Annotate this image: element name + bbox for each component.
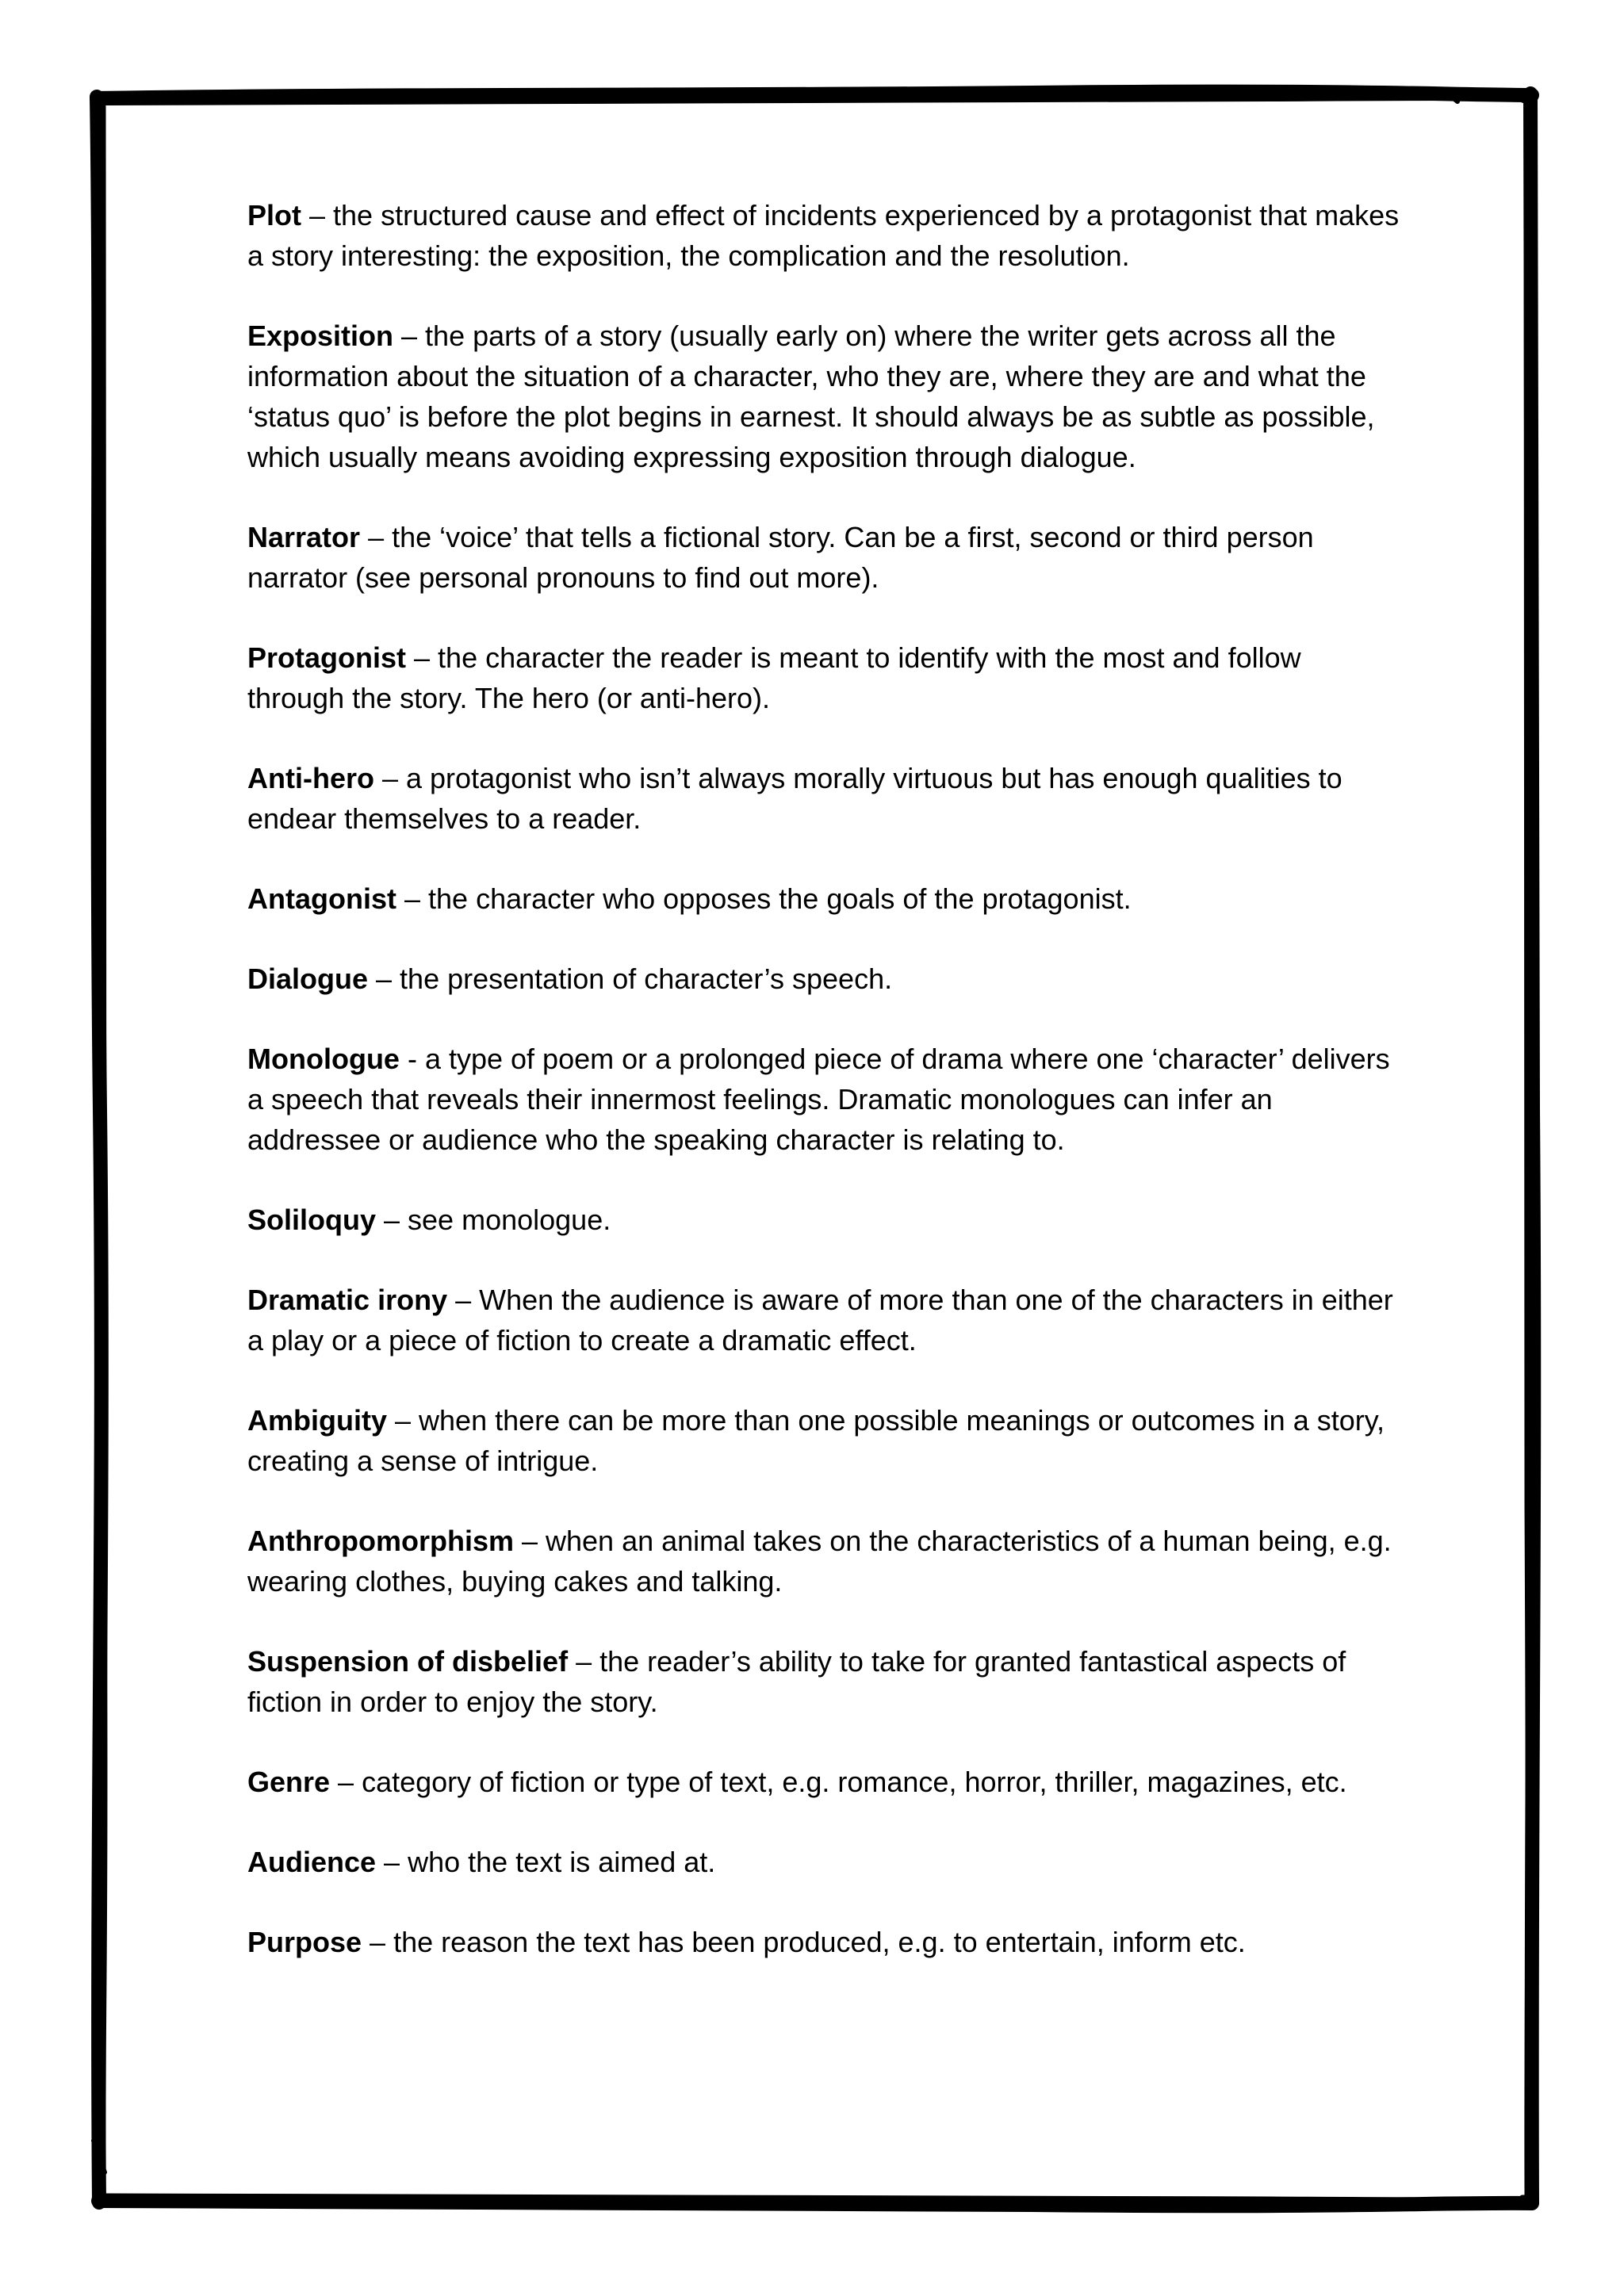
glossary-term: Anthropomorphism [247, 1525, 514, 1557]
glossary-term: Narrator [247, 521, 361, 553]
glossary-definition: category of fiction or type of text, e.g. romance, horror, thriller, magazines, etc. [362, 1766, 1347, 1798]
glossary-term: Protagonist [247, 641, 407, 674]
glossary-definition: the character the reader is meant to identify with the most and follow through the story. The hero (or anti-hero). [247, 641, 1301, 714]
glossary-entry-anti-hero [247, 758, 1405, 839]
glossary-entry-narrator [247, 517, 1405, 598]
glossary-definition: the character who opposes the goals of the protagonist. [428, 882, 1132, 915]
glossary-separator: – [393, 320, 426, 352]
glossary-term: Exposition [247, 320, 394, 352]
glossary-term: Genre [247, 1766, 331, 1798]
glossary-term: Anti-hero [247, 762, 374, 794]
glossary-separator: - [399, 1043, 425, 1075]
glossary-separator: – [568, 1645, 600, 1678]
glossary-separator: – [330, 1766, 362, 1798]
glossary-separator: – [301, 199, 334, 232]
glossary-entry-purpose [247, 1922, 1405, 1962]
glossary-definition: When the audience is aware of more than one of the characters in either a play or a piece of fiction to create a dramatic effect. [247, 1284, 1393, 1357]
glossary-term: Ambiguity [247, 1404, 387, 1437]
glossary-definition: the reason the text has been produced, e.g. to entertain, inform etc. [393, 1926, 1246, 1958]
glossary-entry-anthropomorphism [247, 1521, 1405, 1601]
glossary-entry-antagonist [247, 878, 1405, 919]
glossary-term: Suspension of disbelief [247, 1645, 569, 1678]
glossary-term: Purpose [247, 1926, 362, 1958]
glossary-separator: – [513, 1525, 546, 1557]
glossary-entry-exposition [247, 316, 1405, 477]
glossary-entry-ambiguity [247, 1400, 1405, 1481]
glossary-term: Monologue [247, 1043, 400, 1075]
glossary-definition: when there can be more than one possible meanings or outcomes in a story, creating a sense of intrigue. [247, 1404, 1385, 1477]
glossary-entry-soliloquy [247, 1200, 1405, 1240]
glossary-separator: – [447, 1284, 480, 1316]
glossary-separator: – [376, 1846, 408, 1878]
glossary-separator: – [406, 641, 439, 674]
glossary-definition: who the text is aimed at. [408, 1846, 716, 1878]
glossary-definition: see monologue. [408, 1203, 611, 1236]
glossary-entry-plot [247, 195, 1405, 276]
glossary-definition: a protagonist who isn’t always morally virtuous but has enough qualities to endear themselves to a reader. [247, 762, 1342, 835]
glossary-separator: – [368, 962, 400, 995]
glossary-definition: the presentation of character’s speech. [400, 962, 893, 995]
glossary-term: Dramatic irony [247, 1284, 448, 1316]
glossary-separator: – [396, 882, 429, 915]
glossary-entry-suspension-of-disbelief [247, 1641, 1405, 1722]
glossary-definition: the reader’s ability to take for granted fantastical aspects of fiction in order to enjoy the story. [247, 1645, 1346, 1718]
glossary-term: Soliloquy [247, 1203, 376, 1236]
glossary-list [247, 195, 1405, 2002]
glossary-entry-dramatic-irony [247, 1280, 1405, 1360]
glossary-separator: – [362, 1926, 394, 1958]
glossary-term: Plot [247, 199, 301, 232]
glossary-definition: a type of poem or a prolonged piece of drama where one ‘character’ delivers a speech that reveals their innermost feelings. Dramatic monologues can infer an addressee or audience who the speaking character is relating to. [247, 1043, 1390, 1156]
glossary-separator: – [373, 762, 407, 794]
glossary-entry-protagonist [247, 637, 1405, 718]
glossary-definition: when an animal takes on the characteristics of a human being, e.g. wearing clothes, buying cakes and talking. [247, 1525, 1392, 1598]
glossary-term: Audience [247, 1846, 377, 1878]
glossary-term: Antagonist [247, 882, 396, 915]
glossary-definition: the structured cause and effect of incidents experienced by a protagonist that makes a story interesting: the exposition, the complication and the resolution. [247, 199, 1400, 272]
glossary-entry-audience [247, 1842, 1405, 1882]
glossary-entry-monologue [247, 1039, 1405, 1160]
glossary-separator: – [387, 1404, 419, 1437]
glossary-separator: – [376, 1203, 408, 1236]
glossary-entry-dialogue [247, 959, 1405, 999]
glossary-term: Dialogue [247, 962, 369, 995]
glossary-entry-genre [247, 1762, 1405, 1802]
glossary-definition: the ‘voice’ that tells a fictional story. Can be a first, second or third person narrator (see personal pronouns to find out more). [247, 521, 1314, 594]
glossary-separator: – [360, 521, 393, 553]
glossary-definition: the parts of a story (usually early on) where the writer gets across all the information about the situation of a character, who they are, where they are and what the ‘status quo’ is before the plot begins in earnest. It should always be as subtle as possible, which usually means avoiding expressing exposition through dialogue. [247, 320, 1375, 473]
